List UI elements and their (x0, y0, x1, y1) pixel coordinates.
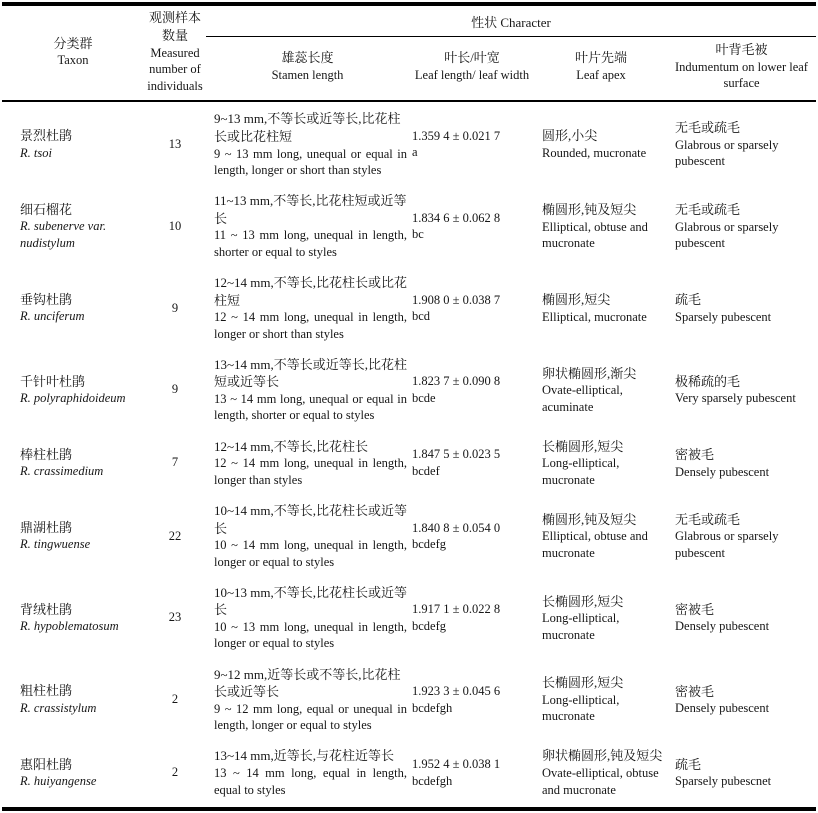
leaf-ratio-value: 1.923 3 ± 0.045 6 (412, 684, 501, 699)
count-header-en: Measured number of individuals (147, 45, 203, 93)
leaf-ratio-cell (409, 128, 535, 161)
leaf-ratio-value: 1.840 8 ± 0.054 0 (412, 520, 501, 535)
indumentum-en: Glabrous or sparsely pubescent (675, 529, 779, 560)
taxon-name-zh: 千针叶杜鹃 (20, 373, 86, 389)
stamen-length-cell (206, 666, 409, 734)
leaf-apex-en: Elliptical, mucronate (542, 309, 647, 324)
taxa-character-table (2, 2, 816, 811)
stamen-length-cell (206, 356, 409, 424)
indumentum-en: Very sparsely pubescent (675, 391, 796, 406)
indumentum-en: Glabrous or sparsely pubescent (675, 137, 779, 169)
taxon-cell (2, 519, 144, 553)
sample-count-value: 9 (171, 382, 179, 397)
stamen-length-cell (206, 584, 409, 652)
leaf-ratio-group-letters: bcdefgh (412, 700, 453, 715)
taxon-cell (2, 127, 144, 161)
leaf-apex-cell (535, 747, 667, 798)
stamen-length-en: 10 ~ 14 mm long, unequal in length, longer or equal to styles (214, 538, 407, 569)
indumentum-zh: 密被毛 (675, 683, 715, 699)
leaf-ratio-value: 1.823 7 ± 0.090 8 (412, 374, 501, 389)
column-header-indumentum (667, 37, 816, 96)
leaf-ratio-group-letters: bc (412, 227, 424, 242)
taxon-name-latin: R. hypoblematosum (20, 619, 119, 634)
taxon-name-latin: R. unciferum (20, 309, 85, 324)
leaf-apex-zh: 卵状椭圆形,渐尖 (542, 365, 637, 381)
leaf-apex-zh: 长椭圆形,短尖 (542, 593, 624, 609)
leaf-apex-cell (535, 365, 667, 416)
sample-count-value: 2 (171, 765, 179, 780)
leaf-apex-cell (535, 201, 667, 252)
leaf-apex-zh: 椭圆形,钝及短尖 (542, 511, 637, 527)
leaf-ratio-cell (409, 210, 535, 243)
taxon-name-latin: R. crassimedium (20, 464, 104, 479)
leaf-ratio-value: 1.834 6 ± 0.062 8 (412, 210, 501, 225)
taxon-header-zh: 分类群 (53, 35, 93, 51)
taxon-name-zh: 惠阳杜鹃 (20, 756, 73, 772)
taxon-name-zh: 背绒杜鹃 (20, 601, 73, 617)
indumentum-cell (667, 511, 816, 562)
ratio-header-zh: 叶长/叶宽 (444, 50, 500, 66)
leaf-ratio-value: 1.908 0 ± 0.038 7 (412, 292, 501, 307)
indumentum-cell (667, 683, 816, 717)
indumentum-en: Sparsely pubescnet (675, 774, 772, 789)
table-row (2, 741, 816, 804)
leaf-ratio-cell (409, 373, 535, 406)
column-header-leaf-apex (535, 37, 667, 96)
indumentum-en: Densely pubescent (675, 619, 770, 634)
taxon-name-zh: 景烈杜鹃 (20, 128, 73, 144)
leaf-apex-en: Long-elliptical, mucronate (542, 611, 620, 642)
stamen-length-zh: 12~14 mm,不等长,比花柱长或比花柱短 (214, 275, 408, 308)
leaf-apex-cell (535, 438, 667, 489)
stamen-length-cell (206, 274, 409, 342)
taxon-name-zh: 粗柱杜鹃 (20, 683, 73, 699)
sample-count-value: 10 (168, 218, 182, 233)
indumentum-cell (667, 446, 816, 480)
count-header-zh: 观测样本数量 (148, 10, 201, 44)
indumentum-zh: 无毛或疏毛 (675, 511, 741, 527)
table-row (2, 496, 816, 576)
leaf-ratio-cell (409, 601, 535, 634)
leaf-ratio-cell (409, 520, 535, 553)
taxon-name-latin: R. polyraphidoideum (20, 391, 126, 406)
taxon-name-latin: R. subenerve var. nudistylum (20, 219, 107, 251)
leaf-apex-cell (535, 291, 667, 325)
taxon-cell (2, 601, 144, 635)
stamen-length-zh: 13~14 mm,近等长,与花柱近等长 (214, 748, 395, 764)
stamen-length-en: 12 ~ 14 mm long, unequal in length, longer than styles (214, 456, 407, 487)
table-row (2, 660, 816, 740)
stamen-length-zh: 12~14 mm,不等长,比花柱长 (214, 438, 369, 454)
table-row (2, 104, 816, 184)
column-header-stamen-length (206, 37, 409, 96)
character-subheaders (206, 37, 816, 96)
table-row (2, 186, 816, 266)
column-header-taxon (2, 8, 144, 96)
column-header-leaf-ratio (409, 37, 535, 96)
column-header-sample-count (144, 8, 206, 96)
indumentum-en: Glabrous or sparsely pubescent (675, 219, 779, 251)
leaf-apex-cell (535, 674, 667, 725)
indumentum-cell (667, 291, 816, 325)
indumentum-en: Densely pubescent (675, 464, 770, 479)
taxon-cell (2, 756, 144, 790)
indumentum-cell (667, 373, 816, 407)
stamen-length-en: 9 ~ 13 mm long, unequal or equal in length, longer or short than styles (214, 146, 407, 177)
leaf-ratio-cell (409, 292, 535, 325)
sample-count-value: 13 (168, 136, 182, 151)
sample-count-value: 2 (171, 692, 179, 707)
leaf-apex-cell (535, 127, 667, 161)
taxon-cell (2, 446, 144, 480)
leaf-ratio-group-letters: bcdefg (412, 537, 447, 552)
leaf-apex-zh: 长椭圆形,短尖 (542, 438, 624, 454)
leaf-ratio-cell (409, 683, 535, 716)
stamen-length-zh: 10~14 mm,不等长,比花柱长或近等长 (214, 503, 408, 536)
indumentum-zh: 密被毛 (675, 446, 715, 462)
indumentum-en: Densely pubescent (675, 701, 770, 716)
stamen-length-en: 13 ~ 14 mm long, equal in length, equal to styles (214, 766, 407, 797)
stamen-length-cell (206, 438, 409, 489)
leaf-apex-en: Elliptical, obtuse and mucronate (542, 529, 648, 560)
taxon-name-zh: 垂钩杜鹃 (20, 291, 73, 307)
taxon-name-zh: 鼎湖杜鹃 (20, 519, 73, 535)
stamen-length-zh: 11~13 mm,不等长,比花柱短或近等长 (214, 193, 407, 226)
stamen-header-zh: 雄蕊长度 (281, 50, 334, 66)
apex-header-en: Leaf apex (576, 67, 626, 82)
taxon-name-latin: R. tsoi (20, 145, 52, 160)
stamen-length-cell (206, 747, 409, 798)
taxon-name-latin: R. huiyangense (20, 774, 97, 789)
sample-count-value: 9 (171, 300, 179, 315)
leaf-apex-en: Ovate-elliptical, obtuse and mucronate (542, 766, 659, 797)
stamen-length-zh: 10~13 mm,不等长,比花柱长或近等长 (214, 584, 408, 618)
leaf-apex-cell (535, 593, 667, 644)
stamen-length-en: 12 ~ 14 mm long, unequal in length, longer or short than styles (214, 310, 407, 341)
leaf-ratio-group-letters: bcd (412, 309, 431, 324)
leaf-ratio-group-letters: bcdefg (412, 618, 447, 633)
indumentum-en: Sparsely pubescent (675, 309, 772, 324)
table-header (2, 6, 816, 102)
taxon-name-latin: R. crassistylum (20, 701, 97, 716)
leaf-ratio-group-letters: a (412, 145, 418, 160)
indumentum-zh: 疏毛 (675, 756, 702, 772)
leaf-apex-en: Long-elliptical, mucronate (542, 456, 620, 487)
taxon-cell (2, 291, 144, 325)
leaf-apex-zh: 卵状椭圆形,钝及短尖 (542, 748, 663, 764)
sample-count-value: 7 (171, 455, 179, 470)
leaf-ratio-group-letters: bcdefgh (412, 773, 453, 788)
stamen-length-en: 11 ~ 13 mm long, unequal in length, shorter or equal to styles (214, 228, 407, 259)
leaf-apex-zh: 椭圆形,钝及短尖 (542, 202, 637, 217)
character-group (206, 8, 816, 96)
indumentum-zh: 密被毛 (675, 601, 715, 617)
leaf-apex-en: Long-elliptical, mucronate (542, 692, 620, 724)
leaf-apex-zh: 长椭圆形,短尖 (542, 675, 624, 691)
taxon-cell (2, 201, 144, 252)
apex-header-zh: 叶片先端 (574, 50, 627, 66)
table-row (2, 578, 816, 658)
indumentum-cell (667, 756, 816, 790)
ratio-header-en: Leaf length/ leaf width (414, 67, 530, 82)
leaf-ratio-value: 1.847 5 ± 0.023 5 (412, 447, 501, 462)
character-group-header: 性状 Character (206, 8, 816, 37)
stamen-length-zh: 9~12 mm,近等长或不等长,比花柱长或近等长 (214, 666, 401, 700)
stamen-length-en: 13 ~ 14 mm long, unequal or equal in length, shorter or equal to styles (214, 391, 407, 423)
stamen-length-cell (206, 110, 409, 178)
leaf-apex-zh: 椭圆形,短尖 (542, 292, 611, 308)
indumentum-header-zh: 叶背毛被 (715, 42, 768, 57)
indumentum-zh: 无毛或疏毛 (675, 120, 741, 136)
leaf-apex-en: Rounded, mucronate (542, 145, 647, 160)
stamen-length-en: 10 ~ 13 mm long, unequal in length, longer or equal to styles (214, 619, 407, 651)
leaf-ratio-value: 1.952 4 ± 0.038 1 (412, 757, 501, 772)
table-body (2, 102, 816, 807)
table-row (2, 268, 816, 348)
leaf-apex-en: Ovate-elliptical, acuminate (542, 383, 623, 414)
sample-count-value: 22 (168, 528, 182, 543)
leaf-ratio-value: 1.359 4 ± 0.021 7 (412, 128, 501, 143)
leaf-ratio-group-letters: bcde (412, 390, 436, 405)
leaf-apex-cell (535, 511, 667, 562)
indumentum-cell (667, 119, 816, 170)
leaf-ratio-cell (409, 756, 535, 789)
stamen-length-en: 9 ~ 12 mm long, equal or unequal in length, longer or equal to styles (214, 701, 407, 733)
indumentum-header-en: Indumentum on lower leaf surface (675, 59, 808, 91)
table-row (2, 350, 816, 430)
stamen-length-zh: 9~13 mm,不等长或近等长,比花柱长或比花柱短 (214, 111, 401, 144)
stamen-header-en: Stamen length (271, 67, 344, 82)
table-row (2, 432, 816, 495)
leaf-ratio-cell (409, 446, 535, 479)
taxon-name-latin: R. tingwuense (20, 537, 91, 552)
indumentum-zh: 极稀疏的毛 (675, 373, 741, 389)
taxon-cell (2, 682, 144, 716)
leaf-apex-en: Elliptical, obtuse and mucronate (542, 219, 648, 251)
leaf-apex-zh: 圆形,小尖 (542, 128, 598, 144)
indumentum-zh: 无毛或疏毛 (675, 202, 741, 217)
taxon-name-zh: 棒柱杜鹃 (20, 446, 73, 462)
sample-count-value: 23 (168, 610, 182, 625)
taxon-header-en: Taxon (57, 53, 89, 68)
leaf-ratio-value: 1.917 1 ± 0.022 8 (412, 602, 501, 617)
stamen-length-zh: 13~14 mm,不等长或近等长,比花柱短或近等长 (214, 356, 408, 390)
stamen-length-cell (206, 192, 409, 260)
indumentum-cell (667, 601, 816, 635)
indumentum-cell (667, 201, 816, 252)
leaf-ratio-group-letters: bcdef (412, 463, 440, 478)
stamen-length-cell (206, 502, 409, 570)
taxon-cell (2, 373, 144, 407)
indumentum-zh: 疏毛 (675, 292, 702, 308)
taxon-name-zh: 细石榴花 (20, 201, 73, 217)
